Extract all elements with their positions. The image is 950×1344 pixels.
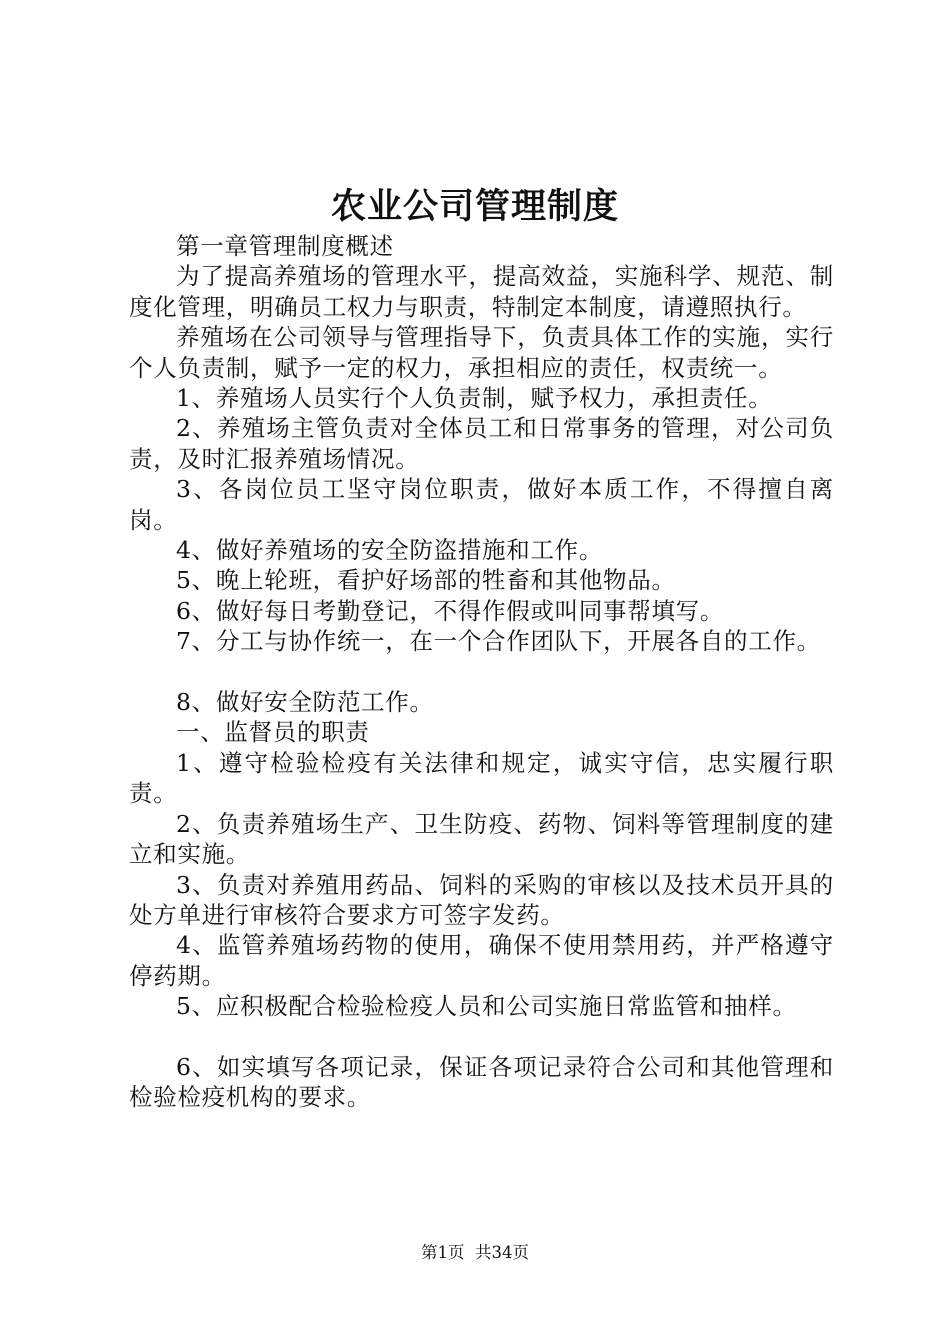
list-item: 8、做好安全防范工作。 [176, 688, 434, 717]
page-footer [0, 1242, 950, 1264]
list-item: 6、做好每日考勤登记，不得作假或叫同事帮填写。 [176, 596, 725, 625]
footer-spacer [465, 1243, 476, 1262]
page-number: 第1页 [421, 1243, 465, 1262]
section-heading: 一、监督员的职责 [176, 718, 370, 747]
list-item: 5、应积极配合检验检疫人员和公司实施日常监管和抽样。 [176, 992, 797, 1021]
list-item: 7、分工与协作统一，在一个合作团队下，开展各自的工作。 [176, 627, 821, 656]
list-item: 4、做好养殖场的安全防盗措施和工作。 [176, 536, 604, 565]
list-item: 2、负责养殖场生产、卫生防疫、药物、饲料等管理制度的建立和实施。 [129, 809, 834, 869]
page-total: 共34页 [475, 1243, 529, 1262]
list-item: 3、各岗位员工坚守岗位职责，做好本质工作，不得擅自离岗。 [129, 475, 834, 534]
paragraph: 养殖场在公司领导与管理指导下，负责具体工作的实施，实行个人负责制，赋予一定的权力，承担相应的责任，权责统一。 [129, 323, 834, 382]
chapter-heading: 第一章管理制度概述 [176, 232, 394, 260]
list-item: 3、负责对养殖用药品、饲料的采购的审核以及技术员开具的处方单进行审核符合要求方可签字发药。 [129, 870, 834, 929]
document-body [129, 231, 834, 1113]
list-item: 1、养殖场人员实行个人负责制，赋予权力，承担责任。 [176, 384, 773, 413]
list-item: 2、养殖场主管负责对全体员工和日常事务的管理，对公司负责，及时汇报养殖场情况。 [129, 414, 834, 473]
list-item: 6、如实填写各项记录，保证各项记录符合公司和其他管理和检验检疫机构的要求。 [129, 1052, 834, 1112]
list-item: 1、遵守检验检疫有关法律和规定，诚实守信，忠实履行职责。 [129, 748, 834, 808]
list-item: 4、监管养殖场药物的使用，确保不使用禁用药，并严格遵守停药期。 [129, 931, 834, 990]
paragraph: 为了提高养殖场的管理水平，提高效益，实施科学、规范、制度化管理，明确员工权力与职责，特制定本制度，请遵照执行。 [129, 262, 834, 321]
list-item: 5、晚上轮班，看护好场部的牲畜和其他物品。 [176, 566, 676, 595]
document-title: 农业公司管理制度 [330, 186, 619, 227]
